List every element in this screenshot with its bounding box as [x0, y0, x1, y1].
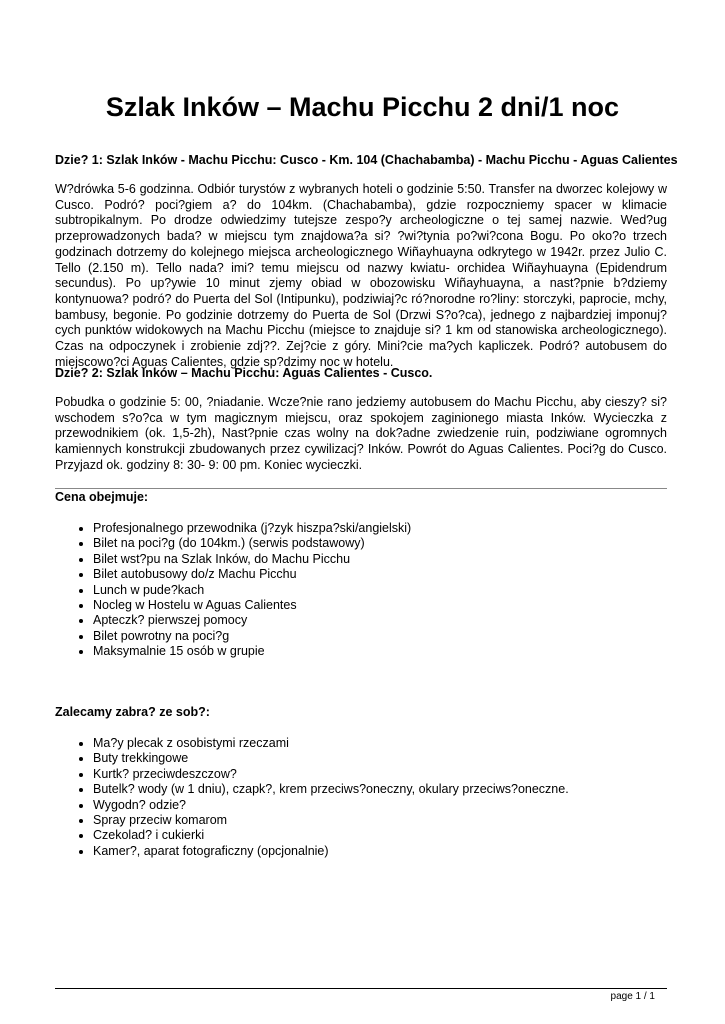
day1-text: W?drówka 5-6 godzinna. Odbiór turystów z wybranych hoteli o godzinie 5:50. Transfer na dworzec kolejowy w Cusco. Podró? poci?giem a? do 104km. (Chachabamba), gdzie rozpoczniemy spacer w klimacie subtropikalnym. Po drodze odwiedzimy tutejsze zespo?y archeologiczne o tej samej nazwie. Wed?ug przeprowadzonych bada? w miejscu tym znajdowa?a si? ?wi?tynia po?wi?cona Bogu. Po oko?o trzech godzinach dotrzemy do kolejnego miejsca archeologicznego Wiñayhuayna odkrytego w 1942r. przez Julio C. Tello (2.150 m). Tello nada? imi? temu miejscu od nazwy kwiatu- orchidea Wiñayhuayna (Epidendrum secundus). Po up?ywie 10 minut zjemy obiad w obozowisku Wiñayhuayna, a nast?pnie b?dziemy kontynuowa? podró? do Puerta del Sol (Intipunku), podziwiaj?c ró?norodne ro?liny: storczyki, paprocie, mchy, bambusy, begonie. Po godzinie dotrzemy do Puerta de Sol (Drzwi S?o?ca), jednego z najbardziej imponuj?cych punktów widokowych na Machu Picchu (miejsce to znajduje si? 1 km od stanowiska archeologicznego). Czas na odpoczynek i zrobienie zdj??. Zej?cie z góry. Mini?cie ma?ych kapliczek. Podró? autobusem do miejscowo?ci Aguas Calientes, gdzie sp?dzimy noc w hotelu.: [55, 182, 667, 369]
list-item: • Bilet na poci?g (do 104km.) (serwis podstawowy): [93, 536, 411, 551]
list-item: • Buty trekkingowe: [93, 751, 569, 766]
list-item: • Kurtk? przeciwdeszczow?: [93, 767, 569, 782]
list-item: • Czekolad? i cukierki: [93, 828, 569, 843]
bring-heading: Zalecamy zabra? ze sob?:: [55, 705, 210, 719]
bring-list: [55, 736, 569, 859]
day2-heading: Dzie? 2: Szlak Inków – Machu Picchu: Aguas Calientes - Cusco.: [55, 366, 433, 380]
list-item: • Maksymalnie 15 osób w grupie: [93, 644, 411, 659]
list-item: • Wygodn? odzie?: [93, 798, 569, 813]
includes-list: [55, 521, 411, 660]
day2-text: Pobudka o godzinie 5: 00, ?niadanie. Wcze?nie rano jedziemy autobusem do Machu Picchu, aby cieszy? si? wschodem s?o?ca w tym magicznym miejscu, oraz spokojem zaginionego miasta Inków. Wycieczka z przewodnikiem (ok. 1,5-2h), Nast?pnie czas wolny na dok?adne zwiedzenie ruin, podziwiane ogromnych kamiennych konstrukcji zbudowanych przez cywilizacj? Inków. Powrót do Aguas Calientes. Poci?g do Cusco. Przyjazd ok. godziny 8: 30- 9: 00 pm. Koniec wycieczki.: [55, 395, 667, 472]
list-item: • Bilet wst?pu na Szlak Inków, do Machu Picchu: [93, 552, 411, 567]
list-item: • Lunch w pude?kach: [93, 583, 411, 598]
list-item: • Ma?y plecak z osobistymi rzeczami: [93, 736, 569, 751]
list-item: • Butelk? wody (w 1 dniu), czapk?, krem przeciws?oneczny, okulary przeciws?oneczne.: [93, 782, 569, 797]
includes-heading: Cena obejmuje:: [55, 490, 149, 504]
document-title: Szlak Inków – Machu Picchu 2 dni/1 noc: [105, 92, 620, 122]
list-item: • Spray przeciw komarom: [93, 813, 569, 828]
list-item: • Bilet autobusowy do/z Machu Picchu: [93, 567, 411, 582]
day1-heading: Dzie? 1: Szlak Inków - Machu Picchu: Cusco - Km. 104 (Chachabamba) - Machu Picchu - Aguas Calientes: [55, 153, 678, 167]
page-number: page 1 / 1: [610, 991, 655, 1002]
footer-divider: [55, 988, 667, 989]
list-item: • Profesjonalnego przewodnika (j?zyk hiszpa?ski/angielski): [93, 521, 411, 536]
list-item: • Apteczk? pierwszej pomocy: [93, 613, 411, 628]
list-item: • Bilet powrotny na poci?g: [93, 629, 411, 644]
list-item: • Nocleg w Hostelu w Aguas Calientes: [93, 598, 411, 613]
divider: [55, 488, 667, 489]
list-item: • Kamer?, aparat fotograficzny (opcjonalnie): [93, 844, 569, 859]
